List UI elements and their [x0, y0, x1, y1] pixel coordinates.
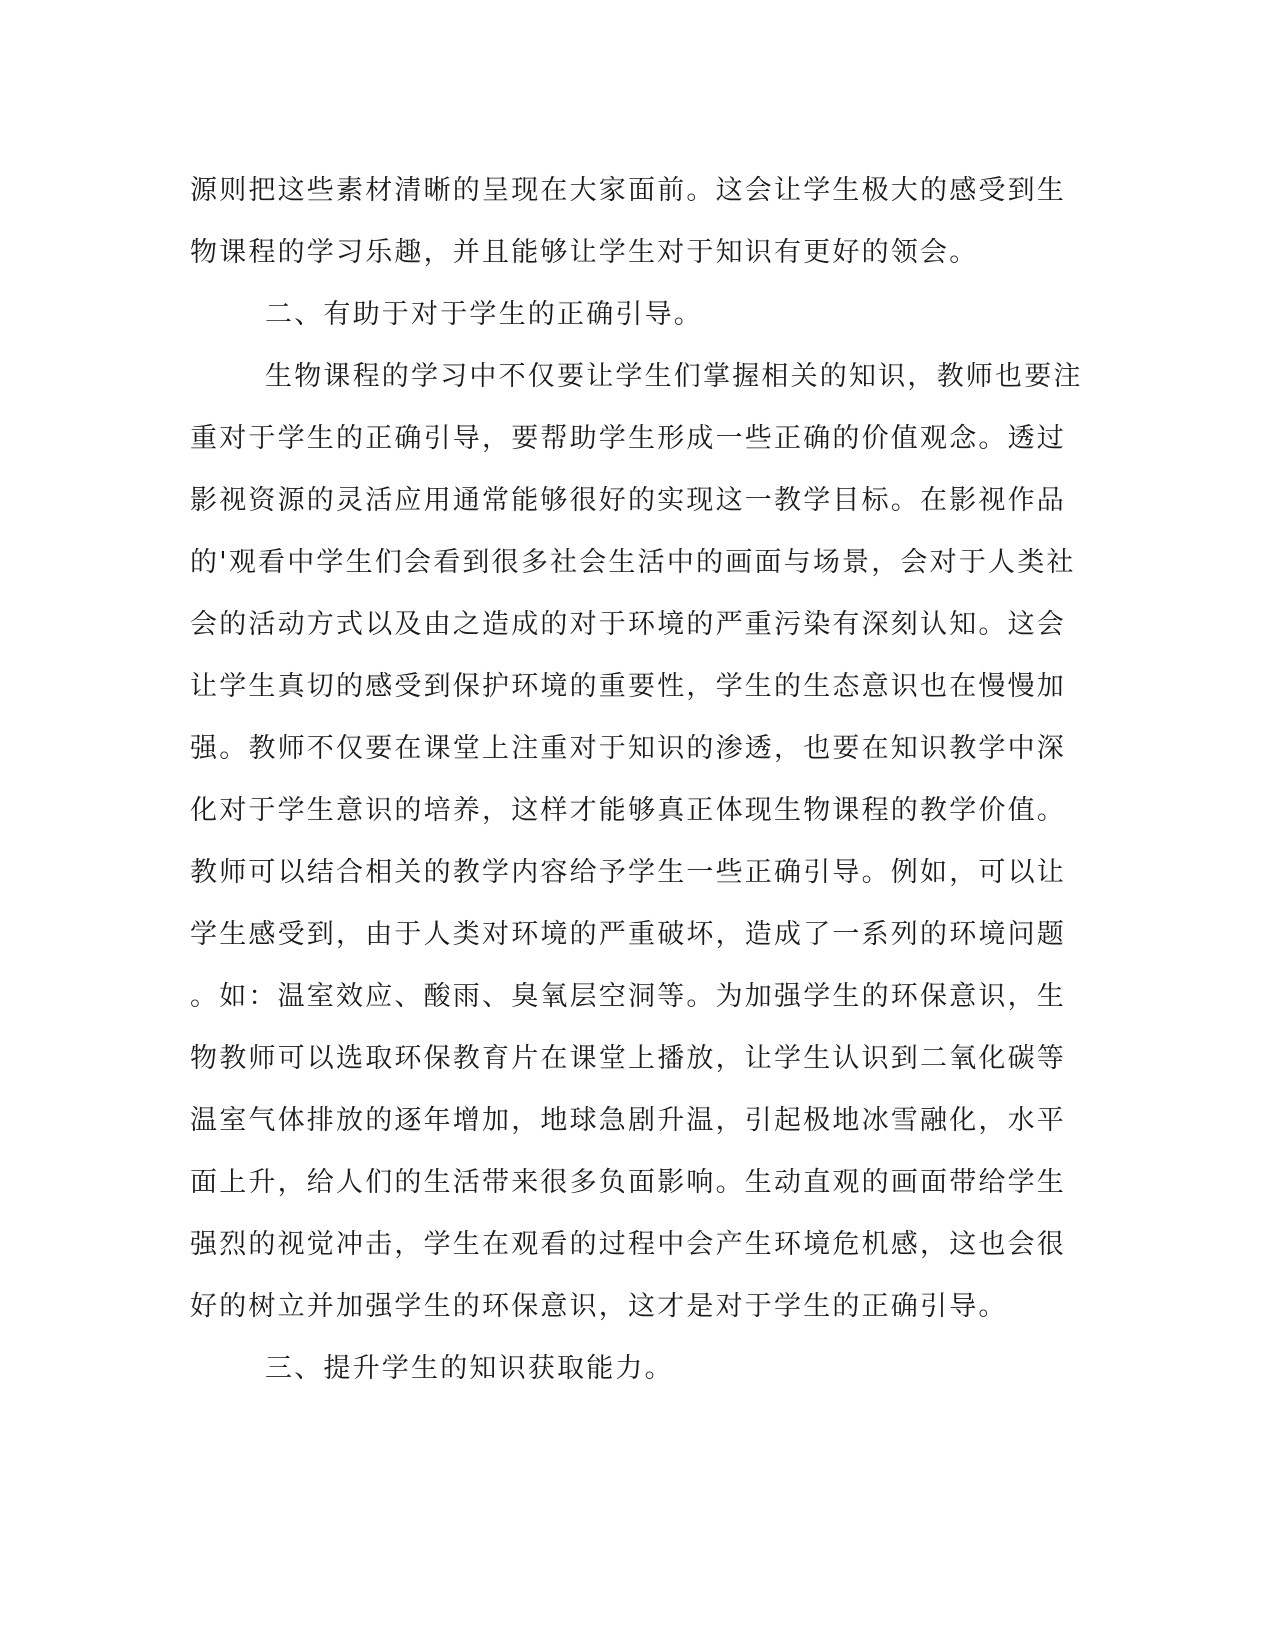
text-line: 好的树立并加强学生的环保意识，这才是对于学生的正确引导。 — [190, 1291, 1008, 1322]
heading-or-paragraph-start-line: 生物课程的学习中不仅要让学生们掌握相关的知识，教师也要注 — [265, 361, 1083, 392]
heading-or-paragraph-start-line: 二、有助于对于学生的正确引导。 — [265, 299, 703, 330]
text-line: 强。教师不仅要在课堂上注重对于知识的渗透，也要在知识教学中深 — [190, 733, 1066, 764]
text-line: 影视资源的灵活应用通常能够很好的实现这一教学目标。在影视作品 — [190, 485, 1066, 516]
text-line: 化对于学生意识的培养，这样才能够真正体现生物课程的教学价值。 — [190, 795, 1066, 826]
text-line: 物教师可以选取环保教育片在课堂上播放，让学生认识到二氧化碳等 — [190, 1043, 1066, 1074]
body-text — [190, 160, 1090, 1400]
text-line: 。如：温室效应、酸雨、臭氧层空洞等。为加强学生的环保意识，生 — [190, 981, 1066, 1012]
heading-or-paragraph-start-line: 三、提升学生的知识获取能力。 — [265, 1353, 674, 1384]
text-line: 重对于学生的正确引导，要帮助学生形成一些正确的价值观念。透过 — [190, 423, 1066, 454]
text-line: 的'观看中学生们会看到很多社会生活中的画面与场景，会对于人类社 — [190, 547, 1076, 578]
text-line: 源则把这些素材清晰的呈现在大家面前。这会让学生极大的感受到生 — [190, 175, 1066, 206]
text-line: 学生感受到，由于人类对环境的严重破坏，造成了一系列的环境问题 — [190, 919, 1066, 950]
text-line: 会的活动方式以及由之造成的对于环境的严重污染有深刻认知。这会 — [190, 609, 1066, 640]
text-line: 面上升，给人们的生活带来很多负面影响。生动直观的画面带给学生 — [190, 1167, 1066, 1198]
text-line: 强烈的视觉冲击，学生在观看的过程中会产生环境危机感，这也会很 — [190, 1229, 1066, 1260]
text-line: 教师可以结合相关的教学内容给予学生一些正确引导。例如，可以让 — [190, 857, 1066, 888]
text-line: 让学生真切的感受到保护环境的重要性，学生的生态意识也在慢慢加 — [190, 671, 1066, 702]
text-line: 物课程的学习乐趣，并且能够让学生对于知识有更好的领会。 — [190, 237, 979, 268]
text-line: 温室气体排放的逐年增加，地球急剧升温，引起极地冰雪融化，水平 — [190, 1105, 1066, 1136]
